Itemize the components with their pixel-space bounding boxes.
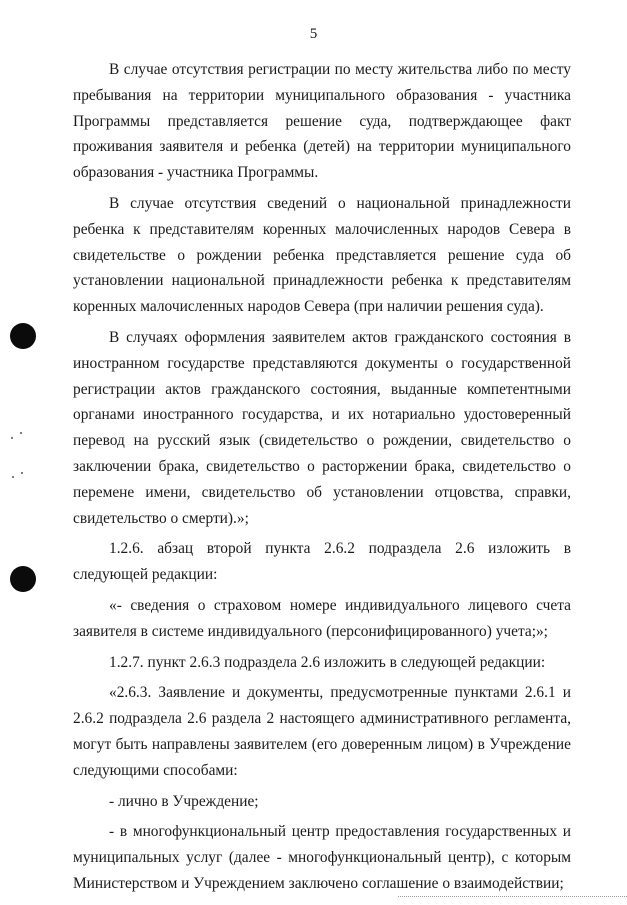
paragraph-1-2-6: 1.2.6. абзац второй пункта 2.6.2 подраздела 2.6 изложить в следующей редакции: [73, 540, 571, 584]
list-item-mfc: - в многофункциональный центр предоставления государственных и муниципальных услуг (далее - многофункциональный центр), с которым Министерством и Учреждением заключено соглашение о взаимодействии; [73, 823, 571, 892]
scan-speck [21, 472, 23, 474]
page-number: 5 [309, 26, 318, 42]
punch-hole-bottom [10, 566, 36, 592]
paragraph-foreign-acts: В случаях оформления заявителем актов гражданского состояния в иностранном государстве представляются документы о государственной регистрации актов гражданского состояния, выданные компетентными органами иностранного государства, и их нотариально удостоверенный перевод на русский язык (свидетельство о рождении, свидетельство о заключении брака, свидетельство о расторжении брака, свидетельство о перемене имени, свидетельство об установлении отцовства, справки, свидетельство о смерти).»; [73, 328, 571, 527]
paragraph-1-2-7: 1.2.7. пункт 2.6.3 подраздела 2.6 изложить в следующей редакции: [109, 653, 546, 671]
paragraph-residence-registration: В случае отсутствия регистрации по месту жительства либо по месту пребывания на территории муниципального образования - участника Программы представляется решение суда, подтверждающее факт проживания заявителя и ребенка (детей) на территории муниципального образования - участника Программы. [73, 61, 571, 182]
scan-speck [12, 476, 14, 478]
list-item-in-person: - лично в Учреждение; [109, 792, 259, 810]
punch-hole-top [10, 323, 36, 349]
paragraph-2-6-3: «2.6.3. Заявление и документы, предусмотренные пунктами 2.6.1 и 2.6.2 подраздела 2.6 раздела 2 настоящего административного регламента, могут быть направлены заявителем (его доверенным лицом) в Учреждение следующими способами: [73, 684, 571, 779]
paragraph-snils-quote: «- сведения о страховом номере индивидуального лицевого счета заявителя в системе индивидуального (персонифицированного) учета;»; [73, 596, 571, 640]
scan-speck [20, 432, 22, 434]
scan-speck [11, 437, 13, 439]
paragraph-nationality: В случае отсутствия сведений о национальной принадлежности ребенка к представителям коренных малочисленных народов Севера в свидетельстве о рождении ребенка представляется решение суда об установлении национальной принадлежности ребенка к представителям коренных малочисленных народов Севера (при наличии решения суда). [73, 194, 571, 316]
document-body [73, 57, 571, 902]
